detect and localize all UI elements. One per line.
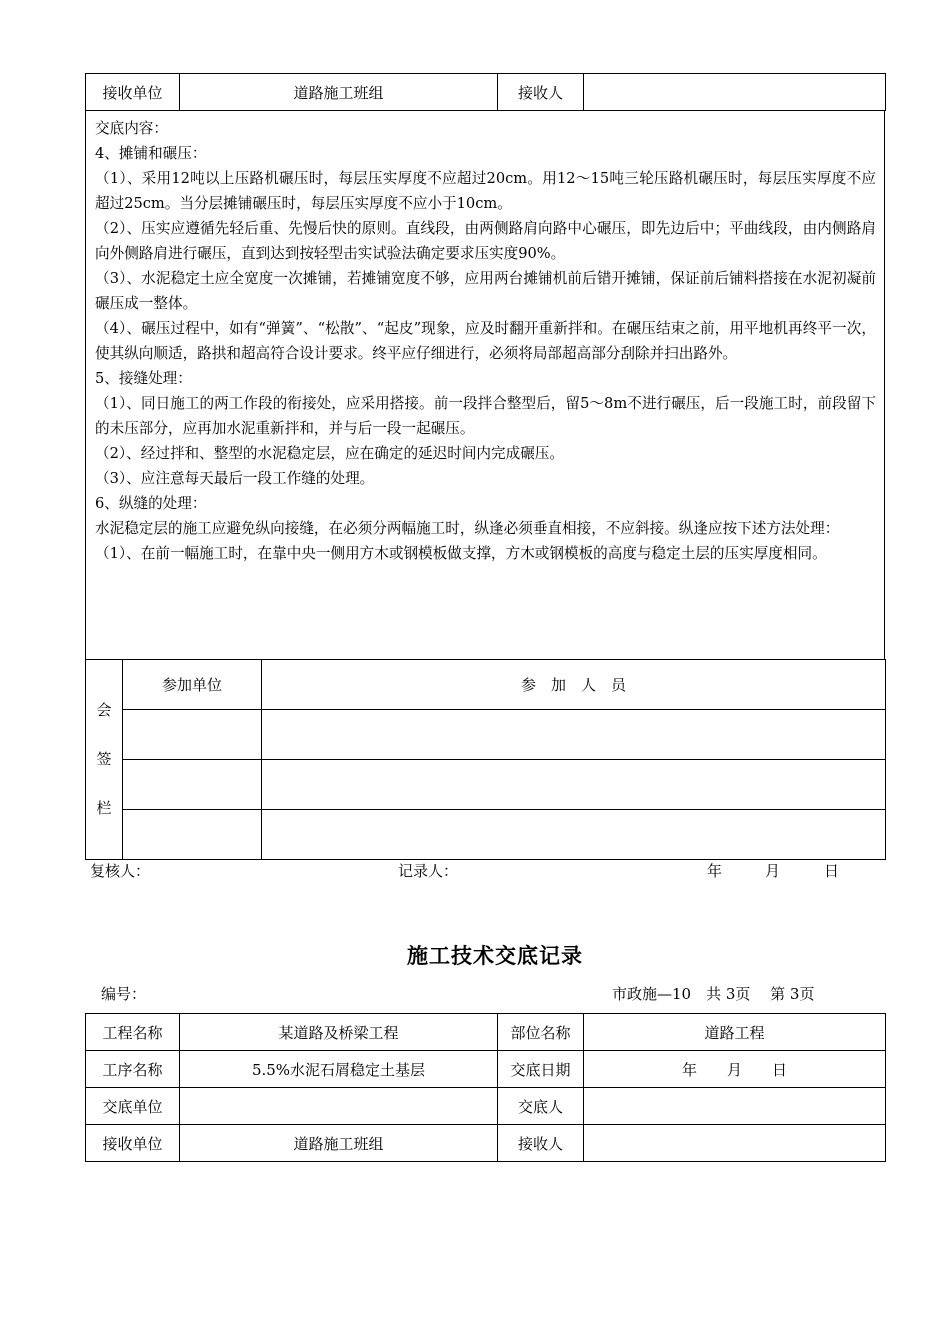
content-line: （1）、在前一幅施工时，在靠中央一侧用方木或钢模板做支撑，方木或钢模板的高度与稳定土层的压实厚度相同。	[95, 545, 827, 562]
sign-side-label	[86, 660, 123, 860]
number-label: 编号：	[101, 985, 147, 1003]
content-line: （1）、采用12吨以上压路机碾压时，每层压实厚度不应超过20cm。用12～15吨三轮压路机碾压时，每层压实厚度不应超过25cm。当分层摊铺碾压时，每层压实厚度不应小于10cm。	[95, 170, 876, 212]
process-name-value: 5.5%水泥石屑稳定土基层	[180, 1051, 498, 1088]
table-row	[86, 1088, 886, 1125]
sign-side-char: 签	[96, 750, 112, 768]
table-row	[86, 660, 886, 710]
participants-header: 参 加 人 员	[262, 660, 886, 710]
content-line: （2）、压实应遵循先轻后重、先慢后快的原则。直线段，由两侧路肩向路中心碾压，即先边后中；平曲线段，由内侧路肩向外侧路肩进行碾压，直到达到按轻型击实试验法确定要求压实度90%。	[95, 220, 876, 262]
sign-side-char: 栏	[96, 799, 112, 817]
date-label: 交底日期	[498, 1051, 584, 1088]
sign-side-char: 会	[96, 701, 112, 719]
receive-unit-value: 道路施工班组	[180, 74, 498, 111]
table-row	[86, 810, 886, 860]
part-name-label: 部位名称	[498, 1014, 584, 1051]
receiver-label: 接收人	[498, 74, 584, 111]
receive-unit-label: 接收单位	[86, 74, 180, 111]
table-row	[86, 1014, 886, 1051]
table-row	[86, 74, 886, 111]
people-cell	[262, 810, 886, 860]
issuing-unit-label: 交底单位	[86, 1088, 180, 1125]
receiver-label: 接收人	[498, 1125, 584, 1162]
table-row	[86, 710, 886, 760]
unit-cell	[123, 710, 262, 760]
date-value: 年 月 日	[584, 1051, 886, 1088]
issuer-label: 交底人	[498, 1088, 584, 1125]
project-name-label: 工程名称	[86, 1014, 180, 1051]
recorder-label: 记录人：	[398, 862, 459, 880]
receive-info-table	[85, 73, 886, 111]
disclosure-content	[85, 110, 885, 660]
table-row	[86, 760, 886, 810]
content-line: 6、纵缝的处理：	[95, 495, 207, 512]
issuer-value	[584, 1088, 886, 1125]
content-line: （4）、碾压过程中，如有“弹簧”、“松散”、“起皮”现象，应及时翻开重新拌和。在碾压结束之前，用平地机再终平一次，使其纵向顺适，路拱和超高符合设计要求。终平应仔细进行，必须将局部超高部分刮除并扫出路外。	[95, 320, 876, 362]
receive-unit-value: 道路施工班组	[180, 1125, 498, 1162]
unit-cell	[123, 810, 262, 860]
receiver-value	[584, 74, 886, 111]
content-line: （3）、水泥稳定土应全宽度一次摊铺，若摊铺宽度不够，应用两台摊铺机前后错开摊铺，保证前后铺料搭接在水泥初凝前碾压成一整体。	[95, 270, 876, 312]
issuing-unit-value	[180, 1088, 498, 1125]
project-info-table	[85, 1013, 886, 1162]
footer-month: 月	[765, 862, 781, 880]
reviewer-label: 复核人：	[90, 862, 151, 880]
content-line: 水泥稳定层的施工应避免纵向接缝，在必须分两幅施工时，纵逢必须垂直相接，不应斜接。纵逢应按下述方法处理：	[95, 520, 840, 537]
content-line: 5、接缝处理：	[95, 370, 192, 387]
people-cell	[262, 760, 886, 810]
unit-cell	[123, 760, 262, 810]
form-code: 市政施—10 共 3页 第 3页	[612, 985, 815, 1003]
table-row	[86, 1125, 886, 1162]
project-name-value: 某道路及桥梁工程	[180, 1014, 498, 1051]
footer-day: 日	[824, 862, 840, 880]
people-cell	[262, 710, 886, 760]
content-line: （1）、同日施工的两工作段的衔接处，应采用搭接。前一段拌合整型后，留5～8m不进行碾压，后一段施工时，前段留下的未压部分，应再加水泥重新拌和，并与后一段一起碾压。	[95, 395, 876, 437]
sign-table	[85, 659, 886, 860]
form-title: 施工技术交底记录	[407, 943, 583, 968]
process-name-label: 工序名称	[86, 1051, 180, 1088]
content-line: 交底内容：	[95, 120, 168, 137]
receiver-value	[584, 1125, 886, 1162]
footer-year: 年	[707, 862, 723, 880]
content-line: （2）、经过拌和、整型的水泥稳定层，应在确定的延迟时间内完成碾压。	[95, 445, 564, 462]
receive-unit-label: 接收单位	[86, 1125, 180, 1162]
table-row	[86, 1051, 886, 1088]
part-name-value: 道路工程	[584, 1014, 886, 1051]
content-line: 4、摊铺和碾压：	[95, 145, 207, 162]
participating-unit-header: 参加单位	[123, 660, 262, 710]
content-line: （3）、应注意每天最后一段工作缝的处理。	[95, 470, 375, 487]
